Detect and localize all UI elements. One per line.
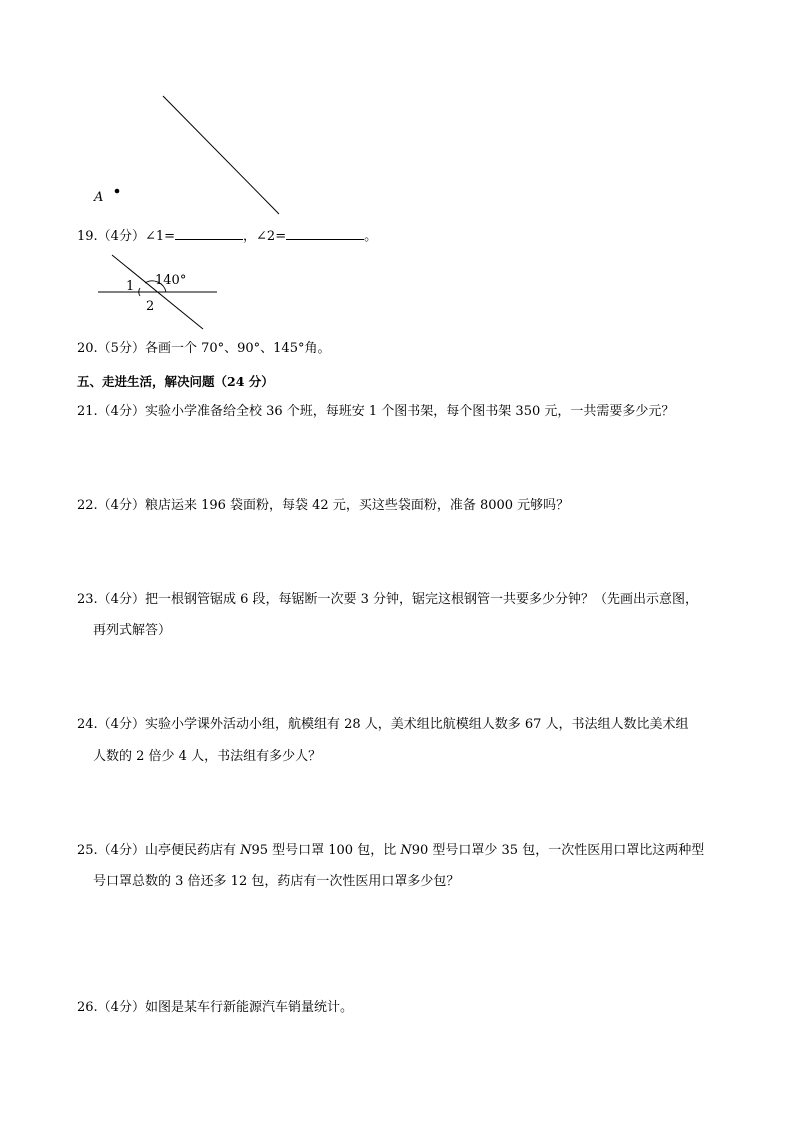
point-label: A	[94, 190, 104, 205]
q19-end: 。	[364, 229, 378, 244]
question-22: 22.（4分）粮店运来 196 袋面粉，每袋 42 元，买这些袋面粉，准备 8000 元够吗？	[77, 498, 570, 513]
angle-2-label: 2	[146, 299, 155, 314]
q25-n2: N	[400, 843, 412, 858]
q19-sep: ，	[243, 229, 257, 244]
q19-angle1: ∠1=	[144, 229, 176, 244]
question-24-line1: 24.（4分）实验小学课外活动小组，航模组有 28 人，美术组比航模组人数多 67 人，书法组人数比美术组	[77, 717, 689, 732]
question-20: 20.（5分）各画一个 70°、90°、145°角。	[77, 341, 331, 356]
q25-n1: N	[240, 843, 252, 858]
question-25-line1	[77, 842, 704, 860]
q25-part-a: 25.（4分）山亭便民药店有	[77, 843, 241, 858]
question-21: 21.（4分）实验小学准备给全校 36 个班，每班安 1 个图书架，每个图书架 350 元，一共需要多少元？	[77, 404, 675, 419]
question-23-line1: 23.（4分）把一根钢管锯成 6 段，每锯断一次要 3 分钟，锯完这根钢管一共要多少分钟？（先画出示意图，	[77, 592, 699, 607]
question-19	[77, 227, 377, 246]
answer-blank-angle1[interactable]	[175, 227, 243, 240]
point-dot	[115, 189, 120, 194]
section-title: 五、走进生活，解决问题（24 分）	[77, 374, 274, 389]
angle-1-label: 1	[126, 279, 135, 294]
question-24-line2: 人数的 2 倍少 4 人，书法组有多少人？	[93, 749, 322, 764]
question-23-line2: 再列式解答）	[93, 623, 172, 638]
angle-figure	[95, 252, 225, 332]
diagonal-line	[163, 96, 279, 214]
q25-part-c: 90 型号口罩少 35 包，一次性医用口罩比这两种型	[411, 843, 705, 858]
question-26: 26.（4分）如图是某车行新能源汽车销量统计。	[77, 1000, 353, 1015]
q19-angle2: ∠2=	[256, 229, 287, 244]
answer-blank-angle2[interactable]	[286, 227, 364, 240]
top-figure	[80, 88, 300, 218]
question-25-line2: 号口罩总数的 3 倍还多 12 包，药店有一次性医用口罩多少包？	[93, 874, 460, 889]
angle-140-label: 140°	[155, 273, 187, 288]
q19-prefix: 19.（4分）	[77, 229, 145, 244]
q25-part-b: 95 型号口罩 100 包，比	[251, 843, 401, 858]
